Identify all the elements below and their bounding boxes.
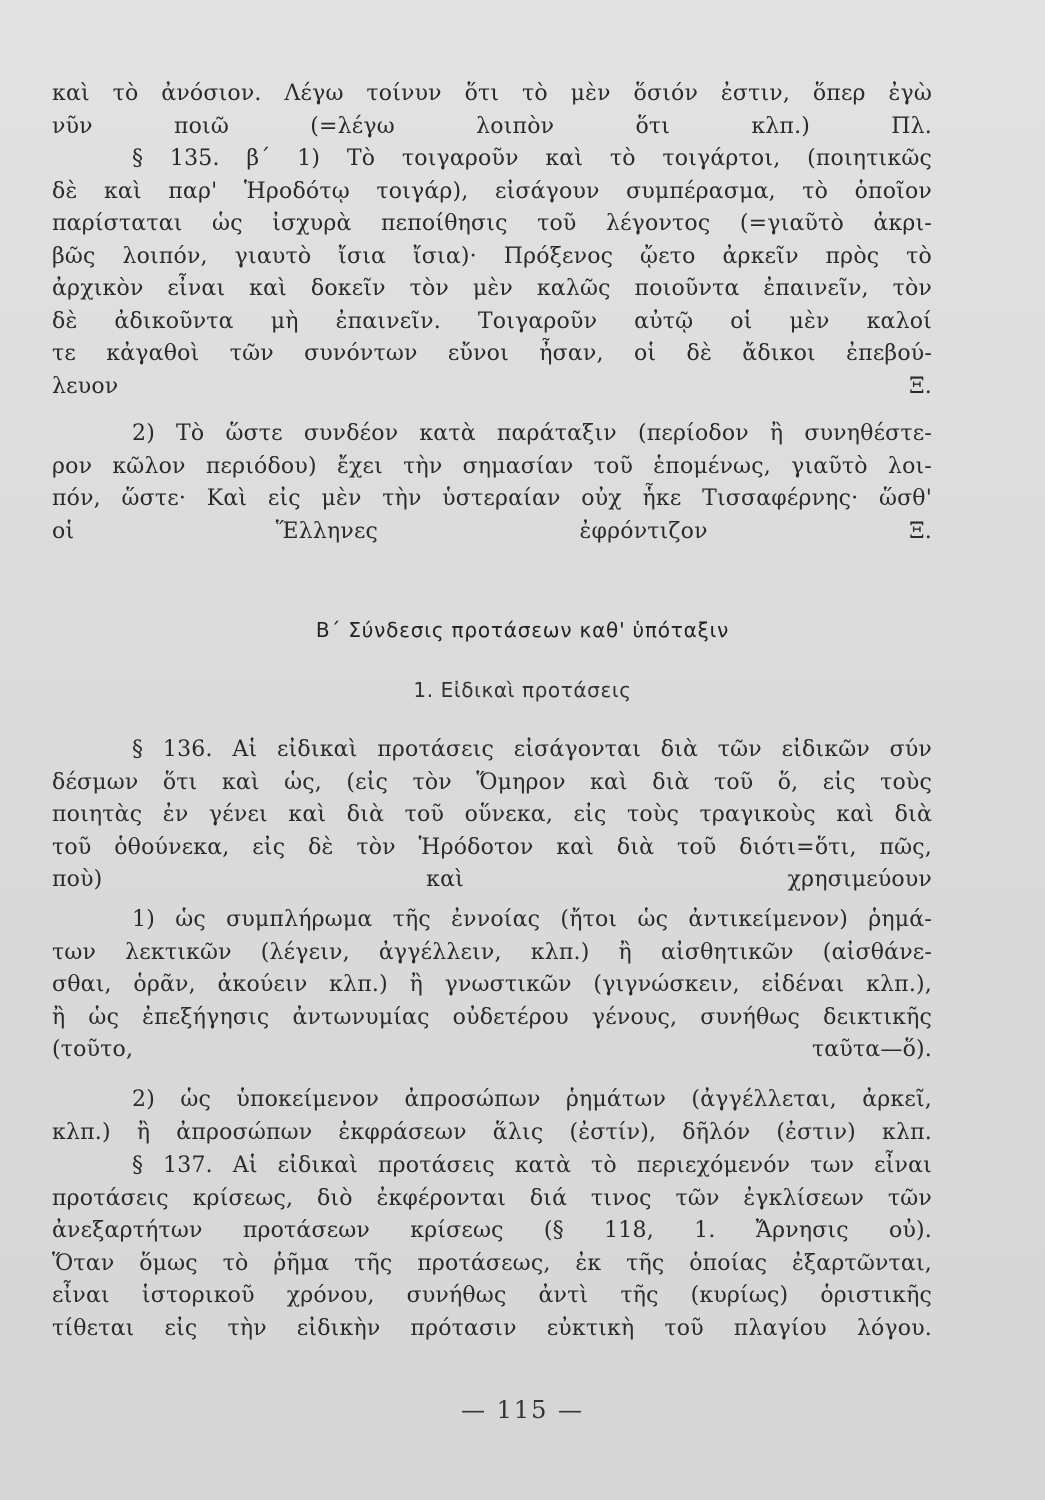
text-line: σθαι, ὁρᾶν, ἀκούειν κλπ.) ἢ γνωστικῶν (γιγνώσκειν, εἰδέναι κλπ.),	[52, 972, 932, 997]
text-line: § 135. β΄ 1) Τὸ τοιγαροῦν καὶ τὸ τοιγάρτοι, (ποιητικῶς	[132, 146, 932, 171]
text-line: ἀνεξαρτήτων προτάσεων κρίσεως (§ 118, 1. Ἄρνησις οὐ).	[52, 1218, 932, 1243]
text-line: προτάσεις κρίσεως, διὸ ἐκφέρονται διά τινος τῶν ἐγκλίσεων τῶν	[52, 1185, 932, 1211]
text-line: ποὺ) καὶ χρησιμεύουν	[52, 867, 932, 892]
text-line: § 136. Αἱ εἰδικαὶ προτάσεις εἰσάγονται διὰ τῶν εἰδικῶν σύν	[132, 737, 932, 762]
text-line: εἶναι ἱστορικοῦ χρόνου, συνήθως ἀντὶ τῆς (κυρίως) ὁριστικῆς	[52, 1283, 932, 1308]
text-line: κλπ.) ἢ ἀπροσώπων ἐκφράσεων ἅλις (ἐστίν), δῆλόν (ἐστιν) κλπ.	[52, 1119, 932, 1145]
text-line: ἢ ὡς ἐπεξήγησις ἀντωνυμίας οὐδετέρου γένους, συνήθως δεικτικῆς	[52, 1004, 932, 1030]
text-line: Ὅταν ὅμως τὸ ῥῆμα τῆς προτάσεως, ἐκ τῆς ὁποίας ἐξαρτῶνται,	[52, 1250, 932, 1276]
paragraph-top	[52, 78, 932, 143]
text-line: 1) ὡς συμπλήρωμα τῆς ἐννοίας (ἤτοι ὡς ἀντικείμενον) ῥημά-	[132, 907, 932, 932]
text-line: βῶς λοιπόν, γιαυτὸ ἴσια ἴσια)· Πρόξενος ᾤετο ἀρκεῖν πρὸς τὸ	[52, 243, 932, 269]
text-line: 2) ὡς ὑποκείμενον ἀπροσώπων ῥημάτων (ἀγγέλλεται, ἀρκεῖ,	[132, 1087, 932, 1112]
text-line: δέσμων ὅτι καὶ ὡς, (εἰς τὸν Ὅμηρον καὶ διὰ τοῦ ὅ, εἰς τοὺς	[52, 769, 932, 795]
text-line: πόν, ὥστε· Καὶ εἰς μὲν τὴν ὑστεραίαν οὐχ ἧκε Τισσαφέρνης· ὥσθ'	[52, 486, 932, 511]
paragraph-section-135-2	[52, 418, 932, 548]
section-subheading: 1. Εἰδικαὶ προτάσεις	[413, 678, 632, 702]
text-line: τίθεται εἰς τὴν εἰδικὴν πρότασιν εὐκτικὴ τοῦ πλαγίου λόγου.	[52, 1315, 932, 1341]
paragraph-section-136-2	[52, 1084, 932, 1149]
paragraph-section-136	[52, 734, 932, 897]
text-line: (τοῦτο, ταῦτα—ὅ).	[52, 1037, 932, 1062]
text-line: ποιητὰς ἐν γένει καὶ διὰ τοῦ οὕνεκα, εἰς τοὺς τραγικοὺς καὶ διὰ	[52, 802, 932, 827]
text-line: § 137. Αἱ εἰδικαὶ προτάσεις κατὰ τὸ περιεχόμενόν των εἶναι	[132, 1153, 932, 1178]
text-line: ἀρχικὸν εἶναι καὶ δοκεῖν τὸν μὲν καλῶς ποιοῦντα ἐπαινεῖν, τὸν	[52, 276, 932, 301]
text-line: λευον Ξ.	[52, 373, 932, 399]
page-number: — 115 —	[460, 1396, 585, 1424]
text-line: καὶ τὸ ἀνόσιον. Λέγω τοίνυν ὅτι τὸ μὲν ὅσιόν ἐστιν, ὅπερ ἐγὼ	[52, 81, 932, 106]
text-line: των λεκτικῶν (λέγειν, ἀγγέλλειν, κλπ.) ἢ αἰσθητικῶν (αἰσθάνε-	[52, 939, 932, 965]
text-line: παρίσταται ὡς ἰσχυρὰ πεποίθησις τοῦ λέγοντος (=γιαῦτὸ ἀκρι-	[52, 211, 932, 236]
paragraph-section-136-1	[52, 904, 932, 1067]
text-line: ρον κῶλον περιόδου) ἔχει τὴν σημασίαν τοῦ ἑπομένως, γιαῦτὸ λοι-	[52, 453, 932, 479]
text-line: οἱ Ἕλληνες ἐφρόντιζον Ξ.	[52, 518, 932, 544]
text-line: τε κἀγαθοὶ τῶν συνόντων εὔνοι ἦσαν, οἱ δὲ ἄδικοι ἐπεβού-	[52, 341, 932, 366]
text-line: δὲ ἀδικοῦντα μὴ ἐπαινεῖν. Τοιγαροῦν αὐτῷ οἱ μὲν καλοί	[52, 308, 932, 334]
text-line: δὲ καὶ παρ' Ἡροδότῳ τοιγάρ), εἰσάγουν συμπέρασμα, τὸ ὁποῖον	[52, 178, 932, 204]
section-heading: Β΄ Σύνδεσις προτάσεων καθ' ὑπόταξιν	[315, 618, 730, 642]
text-line: τοῦ ὁθούνεκα, εἰς δὲ τὸν Ἡρόδοτον καὶ διὰ τοῦ διότι=ὅτι, πῶς,	[52, 834, 932, 860]
text-line: νῦν ποιῶ (=λέγω λοιπὸν ὅτι κλπ.) Πλ.	[52, 113, 932, 139]
paragraph-section-137	[52, 1150, 932, 1345]
paragraph-section-135	[52, 143, 932, 403]
text-line: 2) Τὸ ὥστε συνδέον κατὰ παράταξιν (περίοδον ἢ συνηθέστε-	[132, 421, 932, 446]
